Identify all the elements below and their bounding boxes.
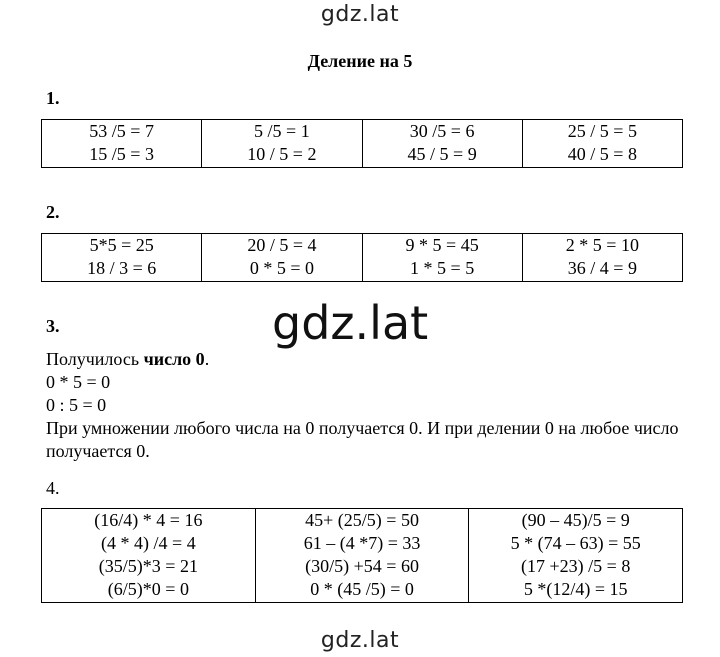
task3-explanation: При умножении любого числа на 0 получается 0. И при делении 0 на любое число получается 0. <box>46 418 679 461</box>
task3-result-prefix: Получилось <box>46 349 144 369</box>
task2-number: 2. <box>46 202 60 222</box>
task1-cell <box>202 120 362 168</box>
task1-number: 1. <box>46 88 60 108</box>
task2-cell <box>522 234 682 282</box>
task1-equation: 10 / 5 = 2 <box>247 144 317 164</box>
task2-cell <box>42 234 202 282</box>
task2-equation: 2 * 5 = 10 <box>565 235 639 255</box>
task1-cell <box>522 120 682 168</box>
task1-equation: 53 /5 = 7 <box>89 121 154 141</box>
task3-result-bold: число 0 <box>143 349 205 369</box>
task1-equation: 45 / 5 = 9 <box>407 144 477 164</box>
task4-equation: 0 * (45 /5) = 0 <box>310 579 414 599</box>
task4-equation: (30/5) +54 = 60 <box>305 556 419 576</box>
task2-cell <box>362 234 522 282</box>
task2-equation: 20 / 5 = 4 <box>247 235 317 255</box>
task3-text <box>46 348 686 463</box>
task2-equation: 5*5 = 25 <box>89 235 154 255</box>
page-title: Деление на 5 <box>307 51 413 71</box>
task2-equation: 36 / 4 = 9 <box>567 258 637 278</box>
task1-equation: 40 / 5 = 8 <box>567 144 637 164</box>
task2-equation: 0 * 5 = 0 <box>249 258 314 278</box>
task4-table <box>41 508 683 603</box>
task1-equation: 25 / 5 = 5 <box>567 121 637 141</box>
task1-equation: 5 /5 = 1 <box>254 121 310 141</box>
task2-equation: 18 / 3 = 6 <box>87 258 157 278</box>
watermark-bottom: gdz.lat <box>320 628 400 653</box>
task4-cell <box>469 509 683 603</box>
task1-equation: 30 /5 = 6 <box>409 121 475 141</box>
task3-line1: 0 * 5 = 0 <box>46 372 111 392</box>
task4-cell <box>42 509 256 603</box>
task2-equation: 1 * 5 = 5 <box>410 258 475 278</box>
task4-equation: (4 * 4) /4 = 4 <box>101 533 196 553</box>
task1-table <box>41 119 683 168</box>
task4-equation: 5 * (74 – 63) = 55 <box>510 533 641 553</box>
task2-cell <box>202 234 362 282</box>
task3-number: 3. <box>46 316 60 336</box>
task4-cell <box>255 509 469 603</box>
task1-cell <box>42 120 202 168</box>
task2-equation: 9 * 5 = 45 <box>405 235 479 255</box>
watermark-top: gdz.lat <box>320 2 400 27</box>
task3-line2: 0 : 5 = 0 <box>46 395 107 415</box>
task2-table <box>41 233 683 282</box>
task4-equation: 5 *(12/4) = 15 <box>523 579 628 599</box>
task3-result-suffix: . <box>204 349 210 369</box>
task1-cell <box>362 120 522 168</box>
task4-equation: (16/4) * 4 = 16 <box>94 510 203 530</box>
task4-equation: 45+ (25/5) = 50 <box>305 510 419 530</box>
task4-equation: (35/5)*3 = 21 <box>98 556 198 576</box>
task4-equation: (90 – 45)/5 = 9 <box>521 510 630 530</box>
task4-equation: (6/5)*0 = 0 <box>107 579 189 599</box>
task4-equation: 61 – (4 *7) = 33 <box>303 533 421 553</box>
task3-result <box>46 348 686 371</box>
task4-equation: (17 +23) /5 = 8 <box>521 556 631 576</box>
task1-equation: 15 /5 = 3 <box>89 144 154 164</box>
task4-number: 4. <box>46 478 60 498</box>
watermark-middle: gdz.lat <box>272 296 429 350</box>
